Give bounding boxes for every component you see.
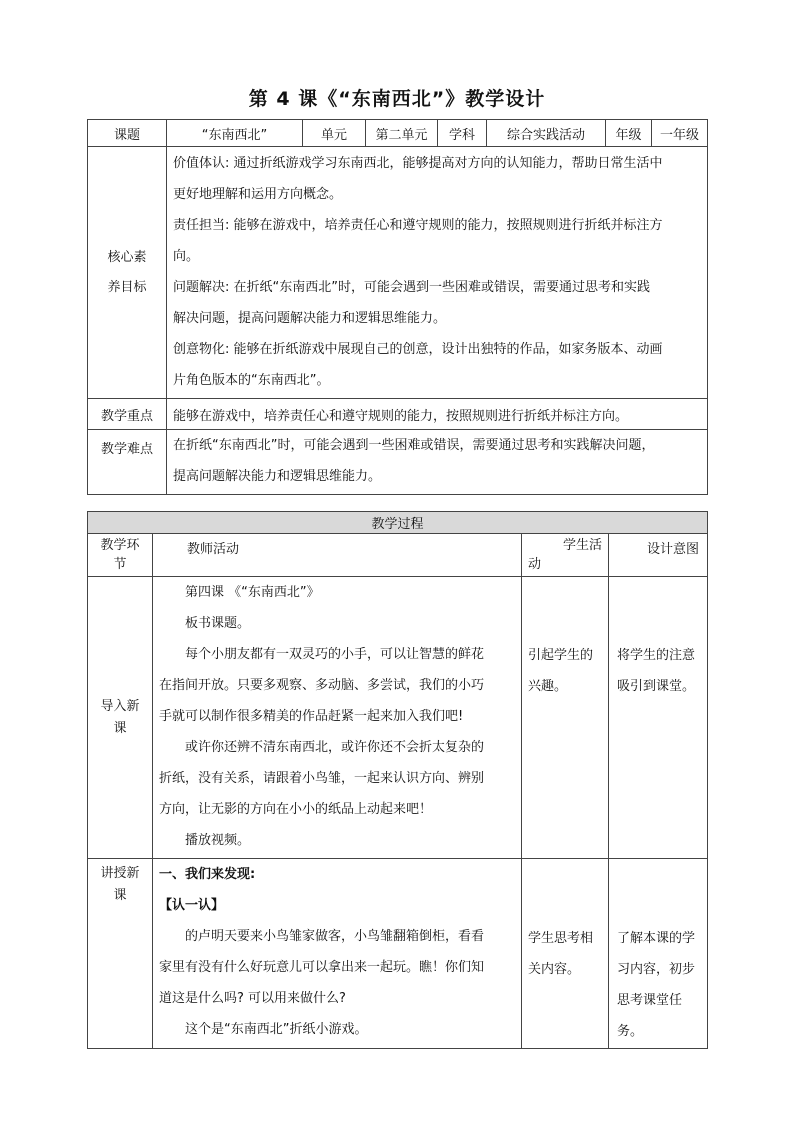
col-student-line-2: 动: [528, 557, 542, 572]
teacher-line: 第四课 《“东南西北”》: [185, 585, 320, 600]
difficulty-line: 在折纸“东南西北”时，可能会遇到一些困难或错误，需要通过思考和实践解决问题，: [173, 438, 655, 453]
subject-label: 学科: [438, 120, 487, 147]
col-stage-header: [88, 534, 153, 577]
stage-new-lesson: [88, 859, 153, 1049]
core-line: 解决问题，提高问题解决能力和逻辑思维能力。: [173, 311, 447, 326]
key-point-row: [88, 399, 708, 430]
col-stage-line-2: 节: [113, 557, 127, 572]
teacher-line: 的卢明天要来小鸟雏家做客，小鸟雏翻箱倒柜，看看: [185, 929, 485, 944]
teacher-line: 这个是“东南西北”折纸小游戏。: [185, 1022, 368, 1037]
difficulty-content: [167, 430, 708, 495]
student-line: 兴趣。: [528, 679, 568, 694]
teacher-line: 板书课题。: [185, 616, 251, 631]
stage-intro-line-1: 导入新: [100, 698, 140, 714]
core-line: 更好地理解和运用方向概念。: [173, 187, 343, 202]
intent-line: 了解本课的学: [617, 931, 696, 946]
teacher-line: 折纸，没有关系，请跟着小鸟雏，一起来认识方向、辨别: [159, 771, 485, 786]
process-row-new-lesson: [88, 859, 708, 1049]
core-literacy-row: [88, 147, 708, 399]
lesson-info-table: [87, 119, 708, 495]
core-line: 片角色版本的“东南西北”。: [173, 373, 330, 388]
col-stage-line-1: 教学环: [100, 538, 140, 553]
core-line: 价值体认: 通过折纸游戏学习东南西北，能够提高对方向的认知能力，帮助日常生活中: [173, 156, 663, 171]
stage-new-line-1: 讲授新: [100, 866, 140, 881]
core-line: 创意物化: 能够在折纸游戏中展现自己的创意，设计出独特的作品，如家务版本、动画: [173, 342, 663, 357]
process-title-row: [88, 512, 708, 534]
teacher-line: 【认一认】: [159, 898, 225, 913]
student-line: 关内容。: [528, 962, 581, 977]
teacher-line: 每个小朋友都有一双灵巧的小手，可以让智慧的鲜花: [185, 647, 485, 662]
intent-line: 习内容，初步: [617, 962, 696, 977]
intent-line: 思考课堂任务。: [617, 993, 683, 1039]
difficulty-row: [88, 430, 708, 495]
process-title: 教学过程: [88, 512, 708, 534]
design-intent-new-lesson: [609, 859, 708, 1049]
student-line: 学生思考相: [528, 931, 594, 946]
topic-value: “东南西北”: [167, 120, 303, 147]
teaching-process-table: [87, 511, 708, 1049]
col-student-header: [522, 534, 609, 577]
design-intent-intro: [609, 577, 708, 859]
student-activity-new-lesson: [522, 859, 609, 1049]
core-line: 向。: [173, 249, 200, 264]
key-point-text: 能够在游戏中，培养责任心和遵守规则的能力，按照规则进行折纸并标注方向。: [167, 399, 708, 430]
col-student-line-1: 学生活: [562, 538, 602, 553]
teacher-activity-intro: [153, 577, 522, 859]
teacher-line: 在指间开放。只要多观察、多动脑、多尝试，我们的小巧: [159, 678, 485, 693]
info-row: [88, 120, 708, 147]
stage-new-line-2: 课: [113, 888, 127, 903]
core-line: 问题解决: 在折纸“东南西北”时，可能会遇到一些困难或错误，需要通过思考和实践: [173, 280, 650, 295]
process-header-row: [88, 534, 708, 577]
teacher-activity-new-lesson: [153, 859, 522, 1049]
process-row-intro: [88, 577, 708, 859]
grade-label: 年级: [606, 120, 652, 147]
teacher-line: 方向，让无影的方向在小小的纸品上动起来吧！: [159, 802, 433, 817]
teacher-line: 一、我们来发现:: [159, 867, 256, 882]
intent-line: 吸引到课堂。: [617, 679, 696, 694]
col-teacher-header: 教师活动: [153, 534, 522, 577]
unit-label: 单元: [303, 120, 366, 147]
core-literacy-label: [88, 147, 167, 399]
topic-label: 课题: [88, 120, 167, 147]
difficulty-line: 提高问题解决能力和逻辑思维能力。: [173, 469, 382, 484]
teacher-line: 家里有没有什么好玩意儿可以拿出来一起玩。瞧！你们知: [159, 960, 485, 975]
teacher-line: 道这是什么吗? 可以用来做什么?: [159, 991, 346, 1006]
student-line: 引起学生的: [528, 648, 594, 663]
key-point-label: 教学重点: [88, 399, 167, 430]
core-label-line-1: 核心素: [107, 249, 147, 265]
unit-value: 第二单元: [366, 120, 438, 147]
stage-intro-line-2: 课: [113, 720, 127, 736]
grade-value: 一年级: [652, 120, 708, 147]
stage-intro: [88, 577, 153, 859]
core-line: 责任担当: 能够在游戏中，培养责任心和遵守规则的能力，按照规则进行折纸并标注方: [173, 218, 663, 233]
teacher-line: 手就可以制作很多精美的作品赶紧一起来加入我们吧!: [159, 709, 464, 724]
teacher-line: 播放视频。: [185, 833, 251, 848]
difficulty-label: 教学难点: [88, 430, 167, 495]
intent-line: 将学生的注意: [617, 648, 696, 663]
teacher-line: 或许你还辨不清东南西北，或许你还不会折太复杂的: [185, 740, 485, 755]
col-intent-header: 设计意图: [609, 534, 708, 577]
core-label-line-2: 养目标: [107, 279, 147, 295]
core-literacy-content: [167, 147, 708, 399]
page-title: 第 4 课《“东南西北”》教学设计: [248, 88, 546, 110]
student-activity-intro: [522, 577, 609, 859]
subject-value: 综合实践活动: [487, 120, 606, 147]
